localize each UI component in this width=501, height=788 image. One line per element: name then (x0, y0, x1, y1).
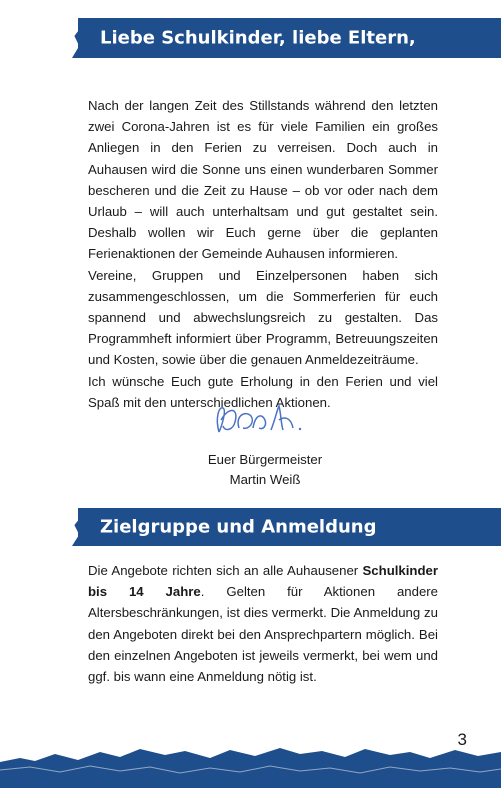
intro-paragraph: Nach der langen Zeit des Stillstands während den letzten zwei Corona-Jahren ist es für viele Familien ein großes Anliegen in den Ferien zu verreisen. Doch auch in Auhausen wird die Sonne uns einen wunderbaren Sommer bescheren und die Zeit zu Hause – ob vor oder nach dem Urlaub – will auch unterhaltsam und gut gestaltet sein. Deshalb wollen wir Euch gerne über die geplanten Ferienaktionen der Gemeinde Auhausen informieren. (88, 98, 438, 262)
section-banner-target (78, 508, 501, 546)
signer-name: Martin Weiß (229, 472, 301, 487)
section-heading-target: Zielgruppe und Anmeldung (100, 516, 377, 538)
target-paragraph (88, 560, 438, 687)
intro-text (88, 95, 438, 413)
intro-paragraph: Vereine, Gruppen und Einzelpersonen haben sich zusammengeschlossen, um die Sommerferien für euch spannend und abwechslungsreich zu gestalten. Das Programmheft informiert über Programm, Betreuungszeiten und Kosten, sowie über die genauen Anmeldezeiträume. (88, 267, 438, 368)
intro-paragraph: Ich wünsche Euch gute Erholung in den Ferien und viel Spaß mit den unterschiedlichen Aktionen. (88, 373, 438, 410)
footer-wave-decoration (0, 740, 501, 788)
section-banner-greeting (78, 18, 501, 58)
page-number: 3 (457, 730, 467, 749)
section-heading-greeting: Liebe Schulkinder, liebe Eltern, (100, 27, 416, 49)
target-text-end: . Gelten für Aktionen andere Altersbeschränkungen, ist dies vermerkt. Die Anmeldung zu den Angeboten direkt bei den Ansprechpartern möglich. Bei den einzelnen Angeboten ist jeweils vermerkt, bei wem und ggf. bis wann eine Anmeldung nötig ist. (88, 584, 439, 685)
target-text-bold: Schulkinder bis 14 Jahre (88, 563, 438, 600)
signature-image (205, 398, 315, 443)
closing-line: Euer Bürgermeister (207, 452, 323, 467)
target-text-start: Die Angebote richten sich an alle Auhausener (88, 563, 363, 578)
